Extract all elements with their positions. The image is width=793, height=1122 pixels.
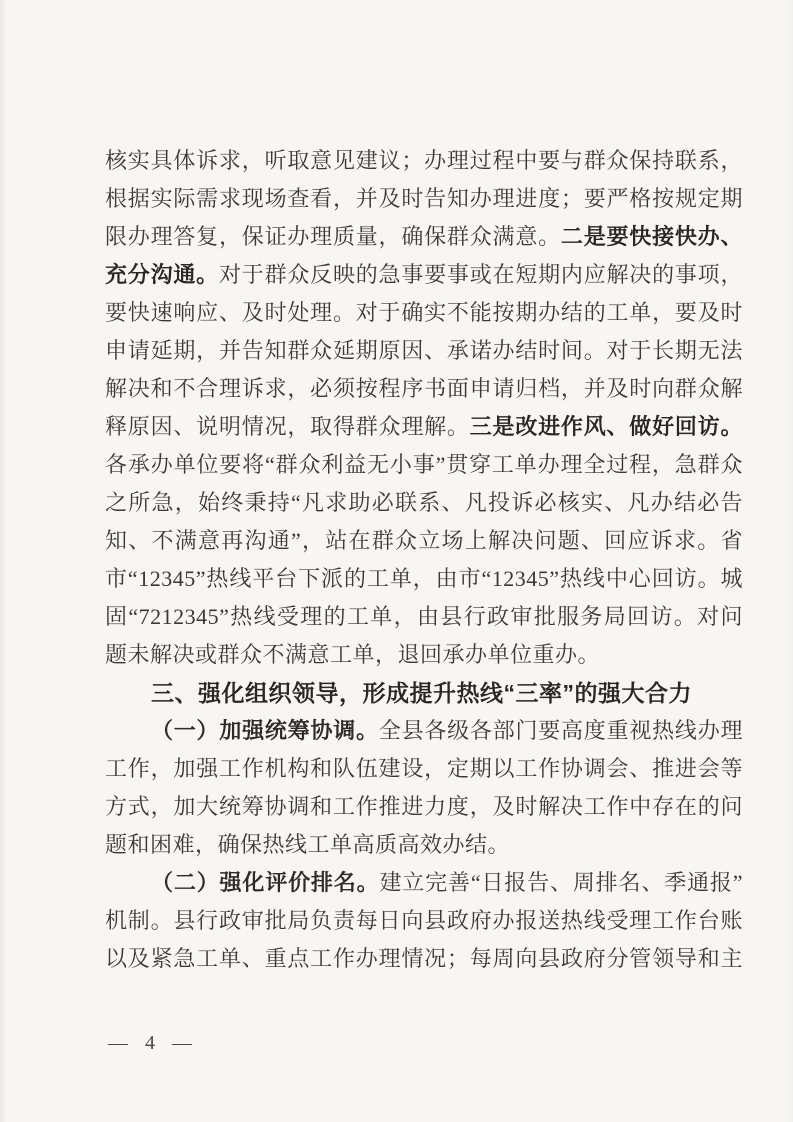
page-number: — 4 — bbox=[108, 1032, 198, 1054]
text-segment: 建立完善“日报告、周排名、季通报” bbox=[379, 870, 743, 895]
text-line bbox=[105, 712, 743, 750]
text-segment: 知、不满意再沟通”，站在群众立场上解决问题、回应诉求。省 bbox=[105, 528, 743, 553]
text-line bbox=[105, 598, 743, 636]
text-line bbox=[105, 750, 743, 788]
text-line bbox=[105, 446, 743, 484]
text-segment: 全县各级各部门要高度重视热线办理 bbox=[378, 718, 743, 743]
text-line bbox=[105, 408, 743, 446]
text-line bbox=[105, 826, 743, 864]
text-segment: 机制。县行政审批局负责每日向县政府办报送热线受理工作台账 bbox=[105, 908, 743, 933]
text-segment: 题未解决或群众不满意工单，退回承办单位重办。 bbox=[105, 642, 601, 667]
text-segment: 以及紧急工单、重点工作办理情况；每周向县政府分管领导和主 bbox=[105, 946, 743, 971]
section-heading bbox=[105, 674, 743, 712]
document-body bbox=[105, 142, 743, 978]
text-segment: 三、强化组织领导，形成提升热线“三率”的强大合力 bbox=[151, 680, 692, 706]
text-line bbox=[105, 484, 743, 522]
text-line bbox=[105, 940, 743, 978]
text-segment: 充分沟通。 bbox=[105, 262, 219, 287]
text-segment: 根据实际需求现场查看，并及时告知办理进度；要严格按规定期 bbox=[105, 186, 743, 211]
text-line bbox=[105, 218, 743, 256]
text-segment: 二是要快接快办、 bbox=[560, 224, 743, 249]
text-line bbox=[105, 636, 743, 674]
text-line bbox=[105, 332, 743, 370]
text-segment: 三是改进作风、做好回访。 bbox=[469, 414, 743, 439]
text-line bbox=[105, 902, 743, 940]
text-line bbox=[105, 180, 743, 218]
text-segment: 核实具体诉求，听取意见建议；办理过程中要与群众保持联系， bbox=[105, 148, 743, 173]
text-segment: 工作，加强工作机构和队伍建设，定期以工作协调会、推进会等 bbox=[105, 756, 743, 781]
text-line bbox=[105, 294, 743, 332]
text-segment: 申请延期，并告知群众延期原因、承诺办结时间。对于长期无法 bbox=[105, 338, 743, 363]
text-line bbox=[105, 256, 743, 294]
text-segment: 方式，加大统筹协调和工作推进力度，及时解决工作中存在的问 bbox=[105, 794, 743, 819]
text-segment: 各承办单位要将“群众利益无小事”贯穿工单办理全过程，急群众 bbox=[105, 452, 743, 477]
text-segment: 要快速响应、及时处理。对于确实不能按期办结的工单，要及时 bbox=[105, 300, 743, 325]
text-line bbox=[105, 522, 743, 560]
text-segment: 限办理答复，保证办理质量，确保群众满意。 bbox=[105, 224, 561, 249]
text-segment: 市“12345”热线平台下派的工单，由市“12345”热线中心回访。城 bbox=[105, 566, 743, 591]
text-segment: 题和困难，确保热线工单高质高效办结。 bbox=[105, 832, 511, 857]
text-segment: 释原因、说明情况，取得群众理解。 bbox=[105, 414, 470, 439]
text-line bbox=[105, 788, 743, 826]
text-segment: 解决和不合理诉求，必须按程序书面申请归档，并及时向群众解 bbox=[105, 376, 743, 401]
text-line bbox=[105, 864, 743, 902]
text-line bbox=[105, 142, 743, 180]
text-segment: 之所急，始终秉持“凡求助必联系、凡投诉必核实、凡办结必告 bbox=[105, 490, 743, 515]
text-segment: （二）强化评价排名。 bbox=[151, 870, 380, 895]
text-segment: （一）加强统筹协调。 bbox=[151, 718, 379, 743]
text-segment: 对于群众反映的急事要事或在短期内应解决的事项， bbox=[218, 262, 743, 287]
text-line bbox=[105, 370, 743, 408]
text-segment: 固“7212345”热线受理的工单，由县行政审批服务局回访。对问 bbox=[105, 604, 743, 629]
text-line bbox=[105, 560, 743, 598]
page-footer bbox=[108, 1028, 198, 1058]
